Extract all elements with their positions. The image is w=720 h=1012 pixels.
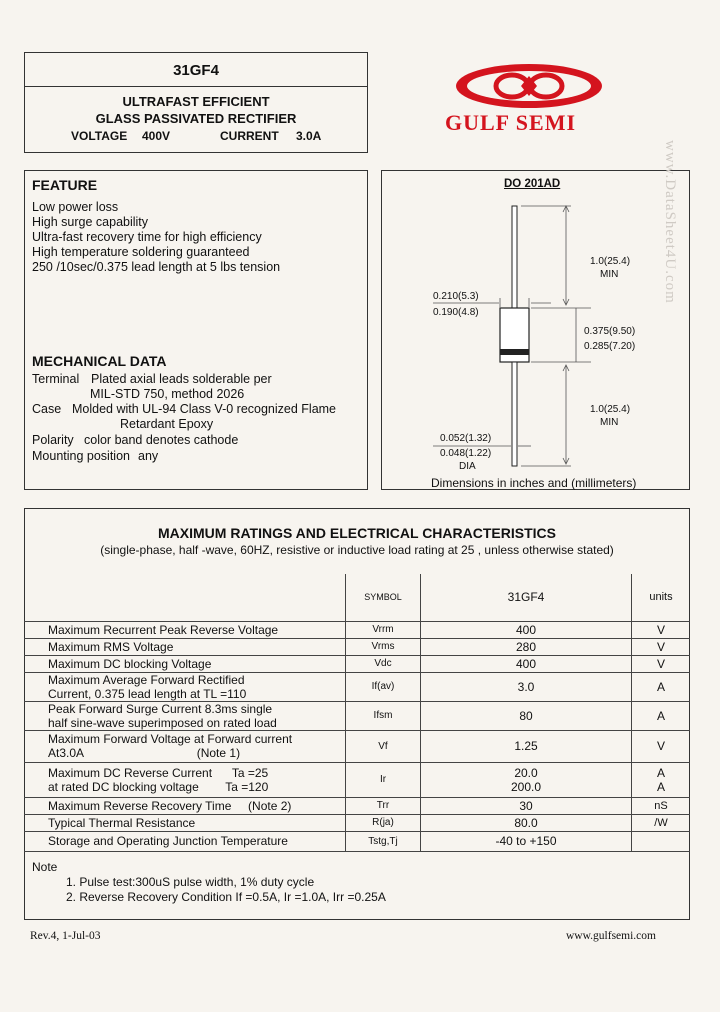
feature-title: FEATURE	[32, 177, 98, 193]
value-cell: 1.25	[421, 730, 632, 762]
param-line: half sine-wave superimposed on rated load	[48, 715, 277, 730]
param-cell	[24, 701, 346, 730]
feature-item: 250 /10sec/0.375 lead length at 5 lbs tension	[32, 260, 281, 274]
unit-cell: A	[632, 672, 691, 701]
unit-cell: nS	[632, 797, 691, 814]
ratings-table	[24, 574, 690, 852]
feature-item: High surge capability	[32, 215, 149, 229]
ratings-subtitle: (single-phase, half -wave, 60HZ, resistive or inductive load rating at 25 , unless otherwise stated)	[100, 543, 614, 557]
param-cell: Maximum DC blocking Voltage	[24, 655, 346, 672]
current-value: 3.0A	[296, 129, 322, 143]
table-row	[24, 730, 690, 762]
param-line: Current, 0.375 lead length at TL =110	[48, 686, 247, 701]
mechanical-title: MECHANICAL DATA	[32, 353, 167, 369]
lead-length-bottom-min: MIN	[600, 417, 619, 428]
body-length-min: 0.285(7.20)	[584, 341, 636, 352]
note-item: 1. Pulse test:300uS pulse width, 1% duty cycle	[66, 875, 315, 889]
value-cell: 30	[421, 797, 632, 814]
body-length-max: 0.375(9.50)	[584, 326, 636, 337]
part-number: 31GF4	[173, 62, 219, 79]
param-cell	[24, 672, 346, 701]
polarity-label: Polarity	[32, 433, 74, 447]
mounting-value: any	[138, 449, 159, 463]
table-row	[24, 831, 690, 851]
lead-length-bottom: 1.0(25.4)	[590, 404, 631, 415]
symbol-cell: R(ja)	[346, 814, 421, 831]
lead-dia-label: DIA	[459, 461, 476, 472]
param-cell	[24, 762, 346, 797]
value-cell: -40 to +150	[421, 831, 632, 851]
table-row	[24, 701, 690, 730]
lead-dia-min: 0.048(1.22)	[440, 448, 492, 459]
symbol-header: SYMBOL	[346, 574, 421, 621]
footer-revision: Rev.4, 1-Jul-03	[30, 930, 101, 942]
param-cell: Maximum RMS Voltage	[24, 638, 346, 655]
unit-line: A	[656, 765, 665, 780]
header-param-cell	[24, 574, 346, 621]
desc-line2: GLASS PASSIVATED RECTIFIER	[95, 111, 297, 126]
ratings-title: MAXIMUM RATINGS AND ELECTRICAL CHARACTERISTICS	[158, 525, 556, 541]
param-line: at rated DC blocking voltage Ta =120	[48, 779, 269, 794]
lead-length-top: 1.0(25.4)	[590, 256, 631, 267]
current-label: CURRENT	[220, 129, 279, 143]
lead-length-top-min: MIN	[600, 269, 619, 280]
symbol-cell: Tstg,Tj	[346, 831, 421, 851]
lead-dia-max: 0.052(1.32)	[440, 433, 492, 444]
package-title: DO 201AD	[504, 178, 561, 190]
feature-item: Low power loss	[32, 200, 119, 214]
body-dia-max: 0.210(5.3)	[433, 291, 479, 302]
symbol-cell: If(av)	[346, 672, 421, 701]
terminal-value: Plated axial leads solderable per	[91, 372, 272, 386]
symbol-cell: Vdc	[346, 655, 421, 672]
company-logo-icon	[454, 62, 604, 110]
value-line: 20.0	[514, 765, 538, 780]
symbol-cell: Vrms	[346, 638, 421, 655]
value-cell: 400	[421, 655, 632, 672]
polarity-value: color band denotes cathode	[84, 433, 239, 447]
case-value: Molded with UL-94 Class V-0 recognized Flame	[72, 402, 337, 416]
footer-website[interactable]: www.gulfsemi.com	[566, 930, 656, 942]
param-cell: Maximum Reverse Recovery Time (Note 2)	[24, 797, 346, 814]
terminal-label: Terminal	[32, 372, 80, 386]
table-row	[24, 655, 690, 672]
value-cell: 80.0	[421, 814, 632, 831]
value-cell: 400	[421, 621, 632, 638]
units-header: units	[649, 591, 673, 604]
symbol-cell: Ir	[346, 762, 421, 797]
table-row	[24, 638, 690, 655]
unit-cell: V	[632, 621, 691, 638]
unit-cell: /W	[632, 814, 691, 831]
table-row	[24, 621, 690, 638]
feature-item: Ultra-fast recovery time for high efficiency	[32, 230, 262, 244]
value-cell: 80	[421, 701, 632, 730]
voltage-label: VOLTAGE	[71, 129, 128, 143]
diode-package-drawing	[381, 170, 690, 490]
package-caption: Dimensions in inches and (millimeters)	[431, 476, 637, 490]
unit-cell: A	[632, 701, 691, 730]
table-row	[24, 672, 690, 701]
table-header-row	[24, 574, 690, 621]
header-divider	[25, 86, 367, 87]
unit-line: A	[656, 779, 665, 794]
param-line: Peak Forward Surge Current 8.3ms single	[48, 701, 273, 716]
case-value2: Retardant Epoxy	[120, 417, 214, 431]
part-header: 31GF4	[421, 574, 632, 621]
note-title: Note	[32, 860, 58, 874]
unit-cell: V	[632, 730, 691, 762]
watermark-text: www.DataSheet4U.com	[662, 140, 678, 304]
company-logo-text: GULF SEMI	[445, 110, 577, 135]
param-line: At3.0A (Note 1)	[48, 746, 241, 760]
voltage-value: 400V	[142, 129, 171, 143]
value-cell	[421, 762, 632, 797]
unit-cell	[632, 762, 691, 797]
param-cell: Typical Thermal Resistance	[24, 814, 346, 831]
table-row	[24, 762, 690, 797]
param-cell: Maximum Recurrent Peak Reverse Voltage	[24, 621, 346, 638]
table-row	[24, 797, 690, 814]
value-cell: 280	[421, 638, 632, 655]
param-line: Maximum Forward Voltage at Forward current	[48, 732, 293, 746]
symbol-cell: Vf	[346, 730, 421, 762]
case-label: Case	[32, 402, 62, 416]
unit-cell	[632, 831, 691, 851]
param-line: Maximum DC Reverse Current Ta =25	[48, 765, 269, 780]
mounting-label: Mounting position	[32, 449, 130, 463]
unit-cell: V	[632, 638, 691, 655]
table-row	[24, 814, 690, 831]
desc-line1: ULTRAFAST EFFICIENT	[122, 94, 270, 109]
feature-item: High temperature soldering guaranteed	[32, 245, 250, 259]
body-dia-min: 0.190(4.8)	[433, 307, 479, 318]
value-line: 200.0	[510, 779, 542, 794]
unit-cell: V	[632, 655, 691, 672]
param-line: Maximum Average Forward Rectified	[48, 672, 245, 687]
symbol-cell: Ifsm	[346, 701, 421, 730]
param-cell	[24, 730, 346, 762]
note-item: 2. Reverse Recovery Condition If =0.5A, Ir =1.0A, Irr =0.25A	[66, 890, 386, 904]
symbol-cell: Vrrm	[346, 621, 421, 638]
value-cell: 3.0	[421, 672, 632, 701]
terminal-value2: MIL-STD 750, method 2026	[90, 387, 245, 401]
symbol-cell: Trr	[346, 797, 421, 814]
param-cell: Storage and Operating Junction Temperature	[24, 831, 346, 851]
